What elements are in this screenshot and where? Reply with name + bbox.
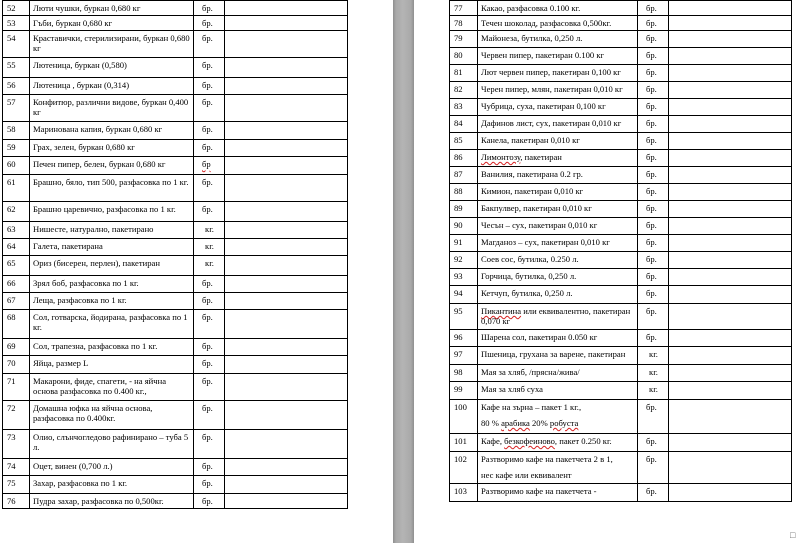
row-number: 103 xyxy=(450,484,478,502)
unit-of-measure: бр. xyxy=(638,286,669,304)
unit-of-measure: бр. xyxy=(638,82,669,99)
table-row xyxy=(450,48,792,65)
product-description: Олио, слънчогледово рафинирано – туба 5 л. xyxy=(30,430,194,459)
unit-of-measure: бр. xyxy=(194,430,225,459)
product-description: Маринована капия, буркан 0,680 кг xyxy=(30,122,194,140)
empty-cell xyxy=(669,382,792,400)
table-row xyxy=(3,16,348,31)
product-description: Пикантина или еквивалентно, пакетиран 0,070 кг xyxy=(478,304,638,330)
product-description: Пшеница, грухана за варене, пакетиран xyxy=(478,347,638,365)
row-number: 81 xyxy=(450,65,478,82)
table-row xyxy=(3,459,348,476)
empty-cell xyxy=(225,401,348,430)
document-page-left xyxy=(0,0,393,543)
product-description: Гъби, буркан 0,680 кг xyxy=(30,16,194,31)
row-number: 90 xyxy=(450,218,478,235)
document-page-right xyxy=(414,0,800,543)
table-row xyxy=(450,184,792,201)
product-description: Течен шоколад, разфасовка 0,500кг. xyxy=(478,16,638,31)
empty-cell xyxy=(225,430,348,459)
table-row xyxy=(450,133,792,150)
unit-of-measure: бр. xyxy=(638,99,669,116)
product-description: Мая за хляб, /прясна/жива/ xyxy=(478,365,638,382)
product-description: Лют червен пипер, пакетиран 0,100 кг xyxy=(478,65,638,82)
table-row xyxy=(450,1,792,16)
product-description: Галета, пакетирана xyxy=(30,239,194,256)
product-table-left xyxy=(2,0,348,509)
unit-of-measure: бр. xyxy=(194,202,225,222)
table-row xyxy=(3,239,348,256)
product-description: Кетчуп, бутилка, 0,250 л. xyxy=(478,286,638,304)
row-number: 75 xyxy=(3,476,30,494)
product-description: Яйца, размер L xyxy=(30,356,194,374)
empty-cell xyxy=(669,484,792,502)
table-row xyxy=(3,276,348,293)
unit-of-measure: кг. xyxy=(194,256,225,276)
table-row xyxy=(450,269,792,286)
product-description: Какао, разфасовка 0.100 кг. xyxy=(478,1,638,16)
table-row xyxy=(3,31,348,58)
empty-cell xyxy=(669,452,792,484)
empty-cell xyxy=(225,276,348,293)
table-row xyxy=(3,356,348,374)
row-number: 59 xyxy=(3,140,30,157)
product-description: Домашна юфка на яйчна основа, разфасовка по 0.400кг. xyxy=(30,401,194,430)
unit-of-measure: бр. xyxy=(638,16,669,31)
unit-of-measure: бр. xyxy=(194,1,225,16)
unit-of-measure: бр. xyxy=(194,78,225,95)
product-description: Разтворимо кафе на пакетчета - xyxy=(478,484,638,502)
table-row xyxy=(450,82,792,99)
product-description: Чесън – сух, пакетиран 0,010 кг xyxy=(478,218,638,235)
empty-cell xyxy=(225,310,348,339)
table-row xyxy=(3,339,348,356)
product-description: Ориз (бисерен, перлен), пакетиран xyxy=(30,256,194,276)
unit-of-measure: бр. xyxy=(638,31,669,48)
product-description: Кимион, пакетиран 0,010 кг xyxy=(478,184,638,201)
product-description: Краставички, стерилизирани, буркан 0,680 кг xyxy=(30,31,194,58)
unit-of-measure: бр. xyxy=(194,374,225,401)
unit-of-measure: бр. xyxy=(638,484,669,502)
unit-of-measure: бр. xyxy=(194,476,225,494)
unit-of-measure: бр. xyxy=(194,58,225,78)
empty-cell xyxy=(669,133,792,150)
product-description: Брашно царевично, разфасовка по 1 кг. xyxy=(30,202,194,222)
empty-cell xyxy=(225,122,348,140)
product-description: Захар, разфасовка по 1 кг. xyxy=(30,476,194,494)
unit-of-measure: бр. xyxy=(638,167,669,184)
unit-of-measure: кг. xyxy=(638,347,669,365)
empty-cell xyxy=(225,95,348,122)
row-number: 84 xyxy=(450,116,478,133)
empty-cell xyxy=(669,184,792,201)
empty-cell xyxy=(669,235,792,252)
row-number: 54 xyxy=(3,31,30,58)
row-number: 82 xyxy=(450,82,478,99)
table-row xyxy=(450,252,792,269)
row-number: 96 xyxy=(450,330,478,347)
product-description: Леща, разфасовка по 1 кг. xyxy=(30,293,194,310)
table-row xyxy=(3,222,348,239)
product-description: Конфитюр, различни видове, буркан 0,400 кг xyxy=(30,95,194,122)
unit-of-measure: бр. xyxy=(638,235,669,252)
product-description-line: Кафе на зърна – пакет 1 кг., xyxy=(481,402,582,412)
page-corner-mark: □ xyxy=(790,530,796,540)
unit-of-measure: бр. xyxy=(638,452,669,484)
row-number: 79 xyxy=(450,31,478,48)
unit-of-measure: кг. xyxy=(194,239,225,256)
table-row xyxy=(450,330,792,347)
row-number: 74 xyxy=(3,459,30,476)
empty-cell xyxy=(669,218,792,235)
product-description: Брашно, бяло, тип 500, разфасовка по 1 кг. xyxy=(30,175,194,202)
table-row xyxy=(450,304,792,330)
empty-cell xyxy=(669,16,792,31)
empty-cell xyxy=(669,167,792,184)
product-description: Пудра захар, разфасовка по 0,500кг. xyxy=(30,494,194,509)
row-number: 99 xyxy=(450,382,478,400)
product-description: Дафинов лист, сух, пакетиран 0,010 кг xyxy=(478,116,638,133)
row-number: 69 xyxy=(3,339,30,356)
row-number: 80 xyxy=(450,48,478,65)
table-row xyxy=(450,16,792,31)
table-row xyxy=(450,382,792,400)
row-number: 65 xyxy=(3,256,30,276)
table-row xyxy=(450,347,792,365)
row-number: 61 xyxy=(3,175,30,202)
table-row xyxy=(450,365,792,382)
unit-of-measure: бр. xyxy=(638,434,669,452)
product-description: Кафе, безкофеиново, пакет 0.250 кг. xyxy=(478,434,638,452)
row-number: 70 xyxy=(3,356,30,374)
product-description xyxy=(478,452,638,484)
row-number: 95 xyxy=(450,304,478,330)
product-description: Лимонтозу, пакетиран xyxy=(478,150,638,167)
table-row xyxy=(3,157,348,175)
unit-of-measure: бр. xyxy=(638,184,669,201)
row-number: 89 xyxy=(450,201,478,218)
table-row xyxy=(3,494,348,509)
product-description: Майонеза, бутилка, 0,250 л. xyxy=(478,31,638,48)
unit-of-measure: бр. xyxy=(194,339,225,356)
product-description: Мая за хляб суха xyxy=(478,382,638,400)
empty-cell xyxy=(669,150,792,167)
table-row xyxy=(3,78,348,95)
row-number: 56 xyxy=(3,78,30,95)
empty-cell xyxy=(225,202,348,222)
table-row xyxy=(3,374,348,401)
product-description: Черен пипер, млян, пакетиран 0,010 кг xyxy=(478,82,638,99)
empty-cell xyxy=(225,58,348,78)
product-description-line: Разтворимо кафе на пакетчета 2 в 1, xyxy=(481,454,613,464)
table-row xyxy=(450,235,792,252)
product-description: Горчица, бутилка, 0,250 л. xyxy=(478,269,638,286)
product-description: Магданоз – сух, пакетиран 0,010 кг xyxy=(478,235,638,252)
table-row xyxy=(3,58,348,78)
empty-cell xyxy=(669,330,792,347)
row-number: 63 xyxy=(3,222,30,239)
empty-cell xyxy=(225,494,348,509)
table-row xyxy=(450,286,792,304)
row-number: 88 xyxy=(450,184,478,201)
unit-of-measure: бр. xyxy=(638,65,669,82)
row-number: 57 xyxy=(3,95,30,122)
empty-cell xyxy=(225,78,348,95)
product-description: Макарони, фиде, спагети, - на яйчна основа разфасовка по 0.400 кг., xyxy=(30,374,194,401)
table-row xyxy=(3,310,348,339)
row-number: 72 xyxy=(3,401,30,430)
table-row xyxy=(450,201,792,218)
row-number: 71 xyxy=(3,374,30,401)
product-description: Сол, готварска, йодирана, разфасовка по 1 кг. xyxy=(30,310,194,339)
empty-cell xyxy=(669,82,792,99)
unit-of-measure: бр. xyxy=(194,122,225,140)
table-row xyxy=(3,1,348,16)
empty-cell xyxy=(669,99,792,116)
empty-cell xyxy=(225,175,348,202)
unit-of-measure: кг. xyxy=(638,365,669,382)
empty-cell xyxy=(669,252,792,269)
unit-of-measure: бр. xyxy=(638,252,669,269)
page-gutter xyxy=(393,0,414,543)
product-description: Шарена сол, пакетиран 0.050 кг xyxy=(478,330,638,347)
row-number: 94 xyxy=(450,286,478,304)
row-number: 67 xyxy=(3,293,30,310)
row-number: 83 xyxy=(450,99,478,116)
empty-cell xyxy=(669,269,792,286)
product-description: Сол, трапезна, разфасовка по 1 кг. xyxy=(30,339,194,356)
row-number: 98 xyxy=(450,365,478,382)
table-row xyxy=(3,175,348,202)
row-number: 60 xyxy=(3,157,30,175)
empty-cell xyxy=(225,293,348,310)
unit-of-measure: бр. xyxy=(194,310,225,339)
empty-cell xyxy=(225,356,348,374)
empty-cell xyxy=(225,140,348,157)
row-number: 55 xyxy=(3,58,30,78)
table-row xyxy=(450,116,792,133)
row-number: 85 xyxy=(450,133,478,150)
unit-of-measure: бр. xyxy=(194,95,225,122)
table-row xyxy=(3,430,348,459)
product-table-right xyxy=(449,0,792,502)
unit-of-measure: бр. xyxy=(638,116,669,133)
product-description: Нишесте, натурално, пакетирано xyxy=(30,222,194,239)
table-row xyxy=(450,484,792,502)
product-description: Лютеница , буркан (0,314) xyxy=(30,78,194,95)
table-row xyxy=(450,167,792,184)
empty-cell xyxy=(669,48,792,65)
unit-of-measure: бр. xyxy=(194,356,225,374)
row-number: 68 xyxy=(3,310,30,339)
row-number: 93 xyxy=(450,269,478,286)
row-number: 76 xyxy=(3,494,30,509)
table-row xyxy=(450,218,792,235)
empty-cell xyxy=(669,31,792,48)
unit-of-measure: бр. xyxy=(638,400,669,434)
unit-of-measure: бр. xyxy=(194,140,225,157)
empty-cell xyxy=(225,1,348,16)
row-number: 62 xyxy=(3,202,30,222)
empty-cell xyxy=(669,286,792,304)
row-number: 64 xyxy=(3,239,30,256)
product-description: Соев сос, бутилка, 0.250 л. xyxy=(478,252,638,269)
unit-of-measure: бр. xyxy=(638,1,669,16)
unit-of-measure: бр. xyxy=(194,494,225,509)
unit-of-measure: бр. xyxy=(194,293,225,310)
table-row xyxy=(3,122,348,140)
empty-cell xyxy=(669,400,792,434)
table-row xyxy=(450,452,792,484)
empty-cell xyxy=(225,31,348,58)
table-row xyxy=(450,150,792,167)
empty-cell xyxy=(669,304,792,330)
empty-cell xyxy=(669,65,792,82)
product-description: Червен пипер, пакетиран 0.100 кг xyxy=(478,48,638,65)
table-row xyxy=(3,140,348,157)
table-row xyxy=(3,202,348,222)
empty-cell xyxy=(669,347,792,365)
unit-of-measure: бр. xyxy=(638,330,669,347)
unit-of-measure: бр. xyxy=(638,201,669,218)
row-number: 53 xyxy=(3,16,30,31)
unit-of-measure: кг. xyxy=(638,382,669,400)
unit-of-measure: кг. xyxy=(194,222,225,239)
product-description: Печен пипер, белен, буркан 0,680 кг xyxy=(30,157,194,175)
empty-cell xyxy=(225,16,348,31)
row-number: 87 xyxy=(450,167,478,184)
row-number: 92 xyxy=(450,252,478,269)
empty-cell xyxy=(669,1,792,16)
product-description: Оцет, винен (0,700 л.) xyxy=(30,459,194,476)
table-row xyxy=(3,256,348,276)
empty-cell xyxy=(225,256,348,276)
empty-cell xyxy=(669,365,792,382)
table-row xyxy=(3,95,348,122)
product-description-line: 80 % арабика 20% робуста xyxy=(481,418,579,428)
empty-cell xyxy=(225,374,348,401)
product-description: Бакпулвер, пакетиран 0,010 кг xyxy=(478,201,638,218)
row-number: 77 xyxy=(450,1,478,16)
row-number: 91 xyxy=(450,235,478,252)
unit-of-measure: бр. xyxy=(194,401,225,430)
row-number: 100 xyxy=(450,400,478,434)
unit-of-measure: бр. xyxy=(194,276,225,293)
row-number: 78 xyxy=(450,16,478,31)
table-row xyxy=(450,99,792,116)
row-number: 102 xyxy=(450,452,478,484)
unit-of-measure: бр xyxy=(194,157,225,175)
unit-of-measure: бр. xyxy=(638,133,669,150)
unit-of-measure: бр. xyxy=(194,175,225,202)
product-description: Канела, пакетиран 0,010 кг xyxy=(478,133,638,150)
product-description: Чубрица, суха, пакетиран 0,100 кг xyxy=(478,99,638,116)
product-description: Грах, зелен, буркан 0,680 кг xyxy=(30,140,194,157)
empty-cell xyxy=(669,201,792,218)
table-row xyxy=(450,65,792,82)
unit-of-measure: бр. xyxy=(638,218,669,235)
unit-of-measure: бр. xyxy=(638,304,669,330)
empty-cell xyxy=(225,222,348,239)
row-number: 97 xyxy=(450,347,478,365)
empty-cell xyxy=(225,339,348,356)
empty-cell xyxy=(225,239,348,256)
table-row xyxy=(450,31,792,48)
empty-cell xyxy=(669,116,792,133)
empty-cell xyxy=(225,157,348,175)
row-number: 58 xyxy=(3,122,30,140)
unit-of-measure: бр. xyxy=(194,459,225,476)
product-description-line: нес кафе или еквивалент xyxy=(481,470,572,480)
product-description xyxy=(478,400,638,434)
table-row xyxy=(3,476,348,494)
row-number: 66 xyxy=(3,276,30,293)
row-number: 73 xyxy=(3,430,30,459)
unit-of-measure: бр. xyxy=(194,16,225,31)
unit-of-measure: бр. xyxy=(638,150,669,167)
row-number: 52 xyxy=(3,1,30,16)
empty-cell xyxy=(669,434,792,452)
product-description: Люти чушки, буркан 0,680 кг xyxy=(30,1,194,16)
empty-cell xyxy=(225,459,348,476)
product-description: Ванилия, пакетирана 0.2 гр. xyxy=(478,167,638,184)
product-description: Зрял боб, разфасовка по 1 кг. xyxy=(30,276,194,293)
empty-cell xyxy=(225,476,348,494)
table-row xyxy=(3,293,348,310)
row-number: 101 xyxy=(450,434,478,452)
product-description: Лютеница, буркан (0,580) xyxy=(30,58,194,78)
unit-of-measure: бр. xyxy=(638,48,669,65)
unit-of-measure: бр. xyxy=(194,31,225,58)
table-row xyxy=(450,400,792,434)
table-row xyxy=(450,434,792,452)
row-number: 86 xyxy=(450,150,478,167)
unit-of-measure: бр. xyxy=(638,269,669,286)
table-row xyxy=(3,401,348,430)
